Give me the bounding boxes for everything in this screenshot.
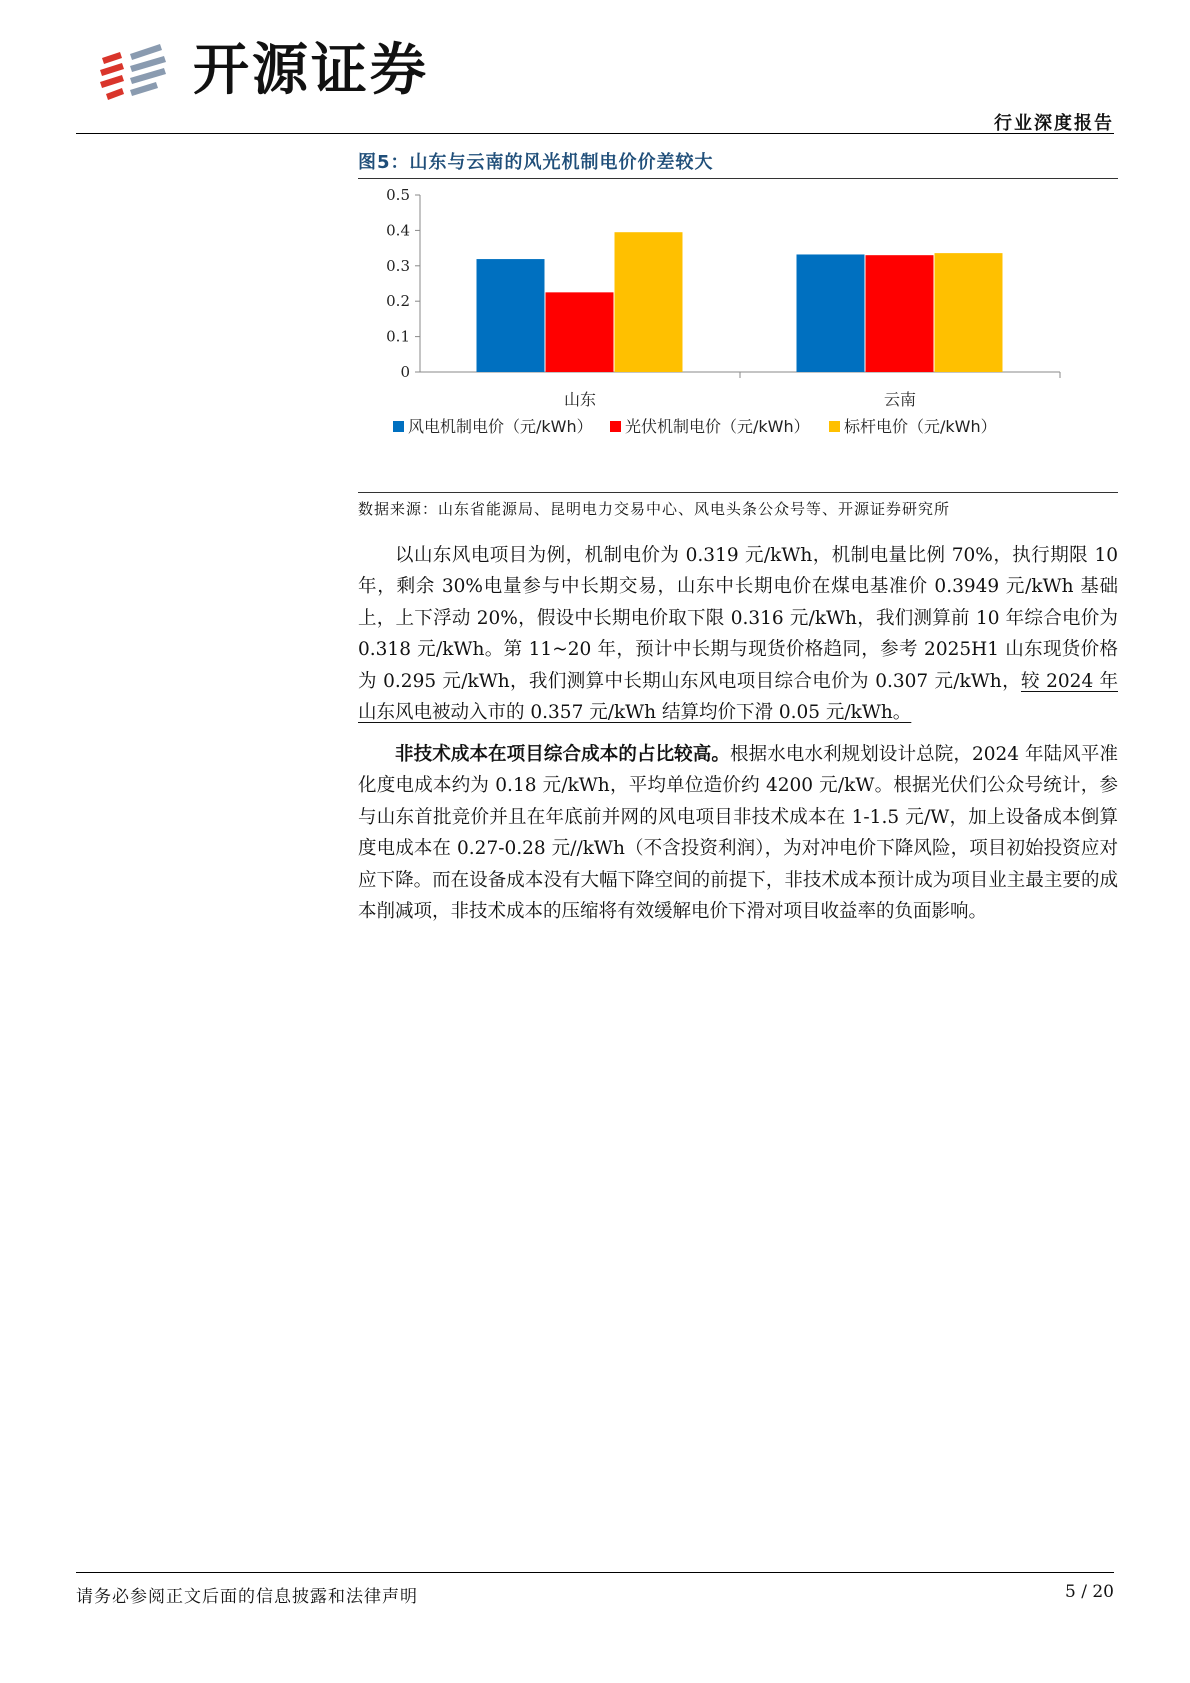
x-tick-label: 云南	[883, 390, 917, 409]
paragraph-1-text: 以山东风电项目为例，机制电价为 0.319 元/kWh，机制电量比例 70%，执行期限 10 年，剩余 30%电量参与中长期交易，山东中长期电价在煤电基准价 0.3949 元/kWh 基础上，上下浮动 20%，假设中长期电价取下限 0.316 元/kWh，我们测算前 10 年综合电价为 0.318 元/kWh。第 11~20 年，预计中长期与现货价格趋同，参考 2025H1 山东现货价格为 0.295 元/kWh，我们测算中长期山东风电项目综合电价为 0.307 元/kWh，	[358, 545, 1118, 692]
header-divider	[76, 133, 1114, 134]
bar	[477, 259, 545, 372]
bar	[615, 232, 683, 372]
y-tick-label: 0.1	[386, 327, 410, 346]
bar-chart	[358, 182, 1118, 482]
logo-icon	[96, 36, 186, 106]
legend-swatch	[829, 421, 840, 432]
y-tick-label: 0.2	[386, 292, 410, 311]
y-tick-label: 0.3	[386, 256, 410, 275]
legend-label: 光伏机制电价（元/kWh）	[625, 417, 810, 436]
footer-divider	[76, 1572, 1114, 1573]
figure-title: 图5：山东与云南的风光机制电价价差较大	[358, 152, 714, 173]
paragraph-2-lead: 非技术成本在项目综合成本的占比较高。	[395, 744, 731, 765]
bar	[797, 254, 865, 372]
paragraph-1	[358, 540, 1118, 728]
brand-name: 开源证券	[193, 38, 429, 103]
paragraph-2	[358, 739, 1118, 927]
x-tick-label: 山东	[563, 390, 597, 409]
footer-disclaimer: 请务必参阅正文后面的信息披露和法律声明	[76, 1587, 418, 1607]
bar	[866, 255, 934, 372]
figure-source: 数据来源：山东省能源局、昆明电力交易中心、风电头条公众号等、开源证券研究所	[358, 500, 951, 518]
legend-label: 标杆电价（元/kWh）	[844, 417, 997, 436]
y-tick-label: 0.5	[386, 186, 410, 204]
bar	[546, 292, 614, 372]
report-type: 行业深度报告	[994, 113, 1114, 134]
paragraph-2-text: 根据水电水利规划设计总院，2024 年陆风平准化度电成本约为 0.18 元/kWh，平均单位造价约 4200 元/kW。根据光伏们公众号统计，参与山东首批竞价并且在年底前并网的风电项目非技术成本在 1-1.5 元/W，加上设备成本倒算度电成本在 0.27-0.28 元//kWh（不含投资利润），为对冲电价下降风险，项目初始投资应对应下降。而在设备成本没有大幅下降空间的前提下，非技术成本预计成为项目业主最主要的成本削减项，非技术成本的压缩将有效缓解电价下滑对项目收益率的负面影响。	[358, 744, 1118, 923]
figure-top-rule	[358, 178, 1118, 179]
legend-label: 风电机制电价（元/kWh）	[408, 417, 593, 436]
y-tick-label: 0.4	[386, 221, 410, 240]
paragraph-1-underlined: 较 2024 年山东风电被动入市的 0.357 元/kWh 结算均价下滑 0.05 元/kWh。	[358, 670, 1118, 724]
y-tick-label: 0	[400, 363, 410, 381]
legend-swatch	[393, 421, 404, 432]
page-number: 5 / 20	[1065, 1582, 1114, 1602]
bar	[935, 253, 1003, 372]
figure-bottom-rule	[358, 492, 1118, 493]
legend-swatch	[610, 421, 621, 432]
